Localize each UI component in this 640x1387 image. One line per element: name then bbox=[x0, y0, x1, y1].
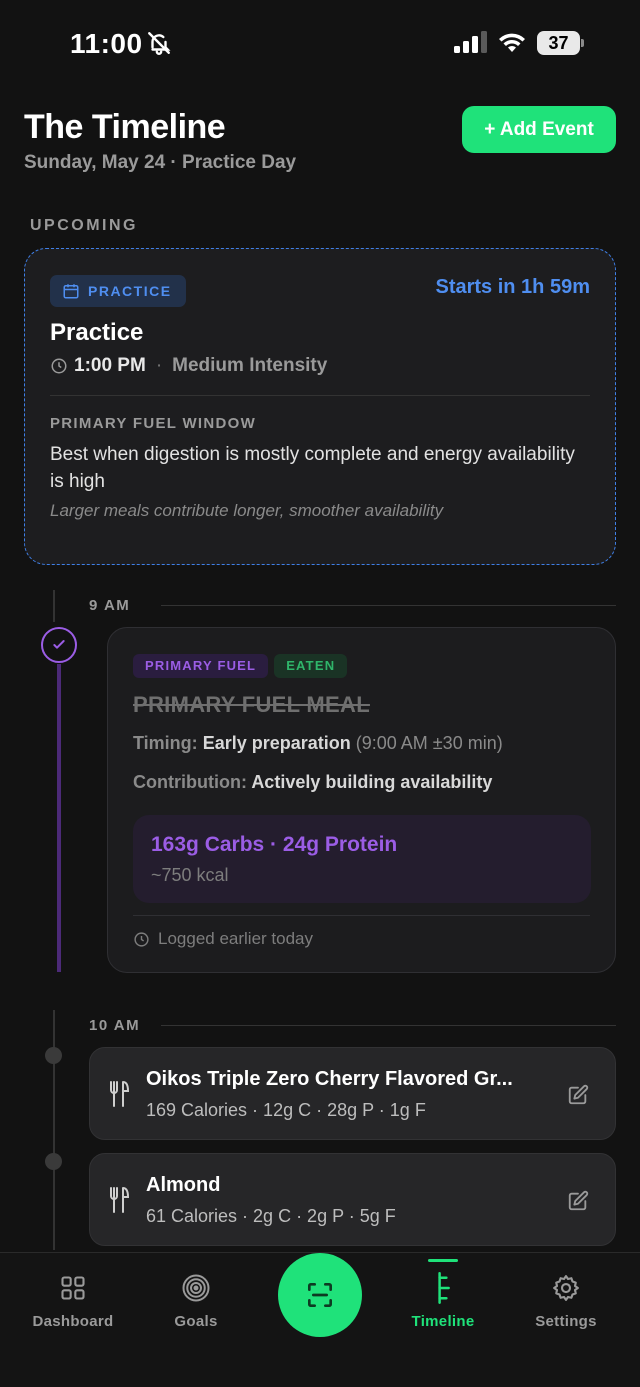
event-intensity: Medium Intensity bbox=[172, 355, 328, 376]
battery-indicator bbox=[537, 31, 585, 55]
clock-icon bbox=[50, 357, 68, 375]
status-time: 11:00 bbox=[70, 28, 143, 59]
battery-level: 37 bbox=[537, 31, 580, 55]
eaten-check-node bbox=[41, 627, 77, 663]
fuel-window-label: PRIMARY FUEL WINDOW bbox=[50, 415, 257, 432]
tab-label: Dashboard bbox=[32, 1313, 114, 1330]
event-time: 1:00 PM bbox=[74, 355, 146, 376]
tab-label: Goals bbox=[174, 1313, 218, 1330]
page-subtitle: Sunday, May 24 · Practice Day bbox=[24, 152, 297, 173]
contribution-label: Contribution: bbox=[133, 772, 247, 792]
fuel-window-description: Best when digestion is mostly complete and energy availability is high bbox=[50, 444, 575, 492]
status-bar bbox=[0, 0, 640, 88]
macro-values: 163g Carbs · 24g Protein bbox=[151, 833, 398, 856]
logged-text: Logged earlier today bbox=[158, 929, 314, 948]
gear-icon bbox=[551, 1273, 581, 1303]
timing-label: Timing: bbox=[133, 733, 198, 753]
cellular-signal-icon bbox=[454, 31, 488, 53]
page-title: The Timeline bbox=[24, 108, 226, 146]
timeline-dot bbox=[45, 1153, 62, 1170]
edit-icon[interactable] bbox=[567, 1190, 589, 1212]
bell-slash-icon bbox=[146, 30, 172, 56]
meal-tags bbox=[133, 654, 347, 678]
fork-knife-icon bbox=[108, 1080, 132, 1108]
upcoming-section-label: UPCOMING bbox=[30, 217, 138, 234]
card-divider bbox=[133, 915, 590, 916]
eaten-tag: EATEN bbox=[274, 654, 347, 678]
timing-value: Early preparation bbox=[202, 733, 351, 753]
event-meta bbox=[50, 355, 327, 377]
practice-badge-label: PRACTICE bbox=[88, 283, 172, 299]
food-name: Almond bbox=[146, 1174, 221, 1196]
tab-dashboard[interactable] bbox=[13, 1271, 133, 1330]
edit-icon[interactable] bbox=[567, 1084, 589, 1106]
starts-in-countdown: Starts in 1h 59m bbox=[435, 276, 590, 298]
food-entry-card[interactable] bbox=[89, 1153, 616, 1246]
timeline-progress-line bbox=[57, 664, 61, 972]
clock-icon bbox=[133, 931, 150, 948]
food-entry-card[interactable] bbox=[89, 1047, 616, 1140]
logged-status bbox=[133, 929, 313, 949]
tab-settings[interactable] bbox=[506, 1271, 626, 1330]
timeline-track bbox=[53, 590, 55, 622]
timeline-dot bbox=[45, 1047, 62, 1064]
tab-label: Settings bbox=[535, 1313, 597, 1330]
calendar-icon bbox=[62, 282, 80, 300]
practice-badge bbox=[50, 275, 186, 307]
add-event-button[interactable]: + Add Event bbox=[462, 106, 616, 153]
card-divider bbox=[50, 395, 590, 396]
meal-timing-row bbox=[133, 733, 503, 754]
wifi-icon bbox=[497, 30, 527, 54]
battery-nub bbox=[581, 39, 584, 47]
tab-timeline[interactable] bbox=[383, 1271, 503, 1330]
hour-rule bbox=[161, 1025, 616, 1026]
active-tab-indicator bbox=[428, 1259, 458, 1262]
meal-contribution-row bbox=[133, 772, 492, 793]
event-title: Practice bbox=[50, 319, 144, 346]
meta-separator: · bbox=[155, 355, 163, 376]
food-details: 61 Calories · 2g C · 2g P · 5g F bbox=[146, 1206, 396, 1226]
food-details: 169 Calories · 12g C · 28g P · 1g F bbox=[146, 1100, 426, 1120]
grid-icon bbox=[59, 1274, 87, 1302]
bottom-tab-bar bbox=[0, 1252, 640, 1387]
macro-summary bbox=[133, 815, 591, 903]
tab-goals[interactable] bbox=[136, 1271, 256, 1330]
hour-label-9am: 9 AM bbox=[89, 597, 131, 614]
primary-fuel-tag: PRIMARY FUEL bbox=[133, 654, 268, 678]
hour-label-10am: 10 AM bbox=[89, 1017, 141, 1034]
check-icon bbox=[51, 637, 67, 653]
tab-label: Timeline bbox=[411, 1313, 475, 1330]
scan-icon bbox=[304, 1279, 336, 1311]
meal-title: PRIMARY FUEL MEAL bbox=[133, 692, 370, 717]
fork-knife-icon bbox=[108, 1186, 132, 1214]
primary-fuel-meal-card[interactable] bbox=[107, 627, 616, 973]
timeline-track bbox=[53, 1010, 55, 1250]
target-icon bbox=[181, 1273, 211, 1303]
food-name: Oikos Triple Zero Cherry Flavored Gr... bbox=[146, 1068, 513, 1090]
scan-button[interactable] bbox=[278, 1253, 362, 1337]
timeline-icon bbox=[430, 1271, 456, 1305]
upcoming-event-card[interactable] bbox=[24, 248, 616, 565]
macro-kcal: ~750 kcal bbox=[151, 865, 229, 885]
fuel-window-note: Larger meals contribute longer, smoother availability bbox=[50, 501, 444, 520]
contribution-value: Actively building availability bbox=[251, 772, 493, 792]
timing-window: (9:00 AM ±30 min) bbox=[355, 733, 503, 753]
hour-rule bbox=[161, 605, 616, 606]
